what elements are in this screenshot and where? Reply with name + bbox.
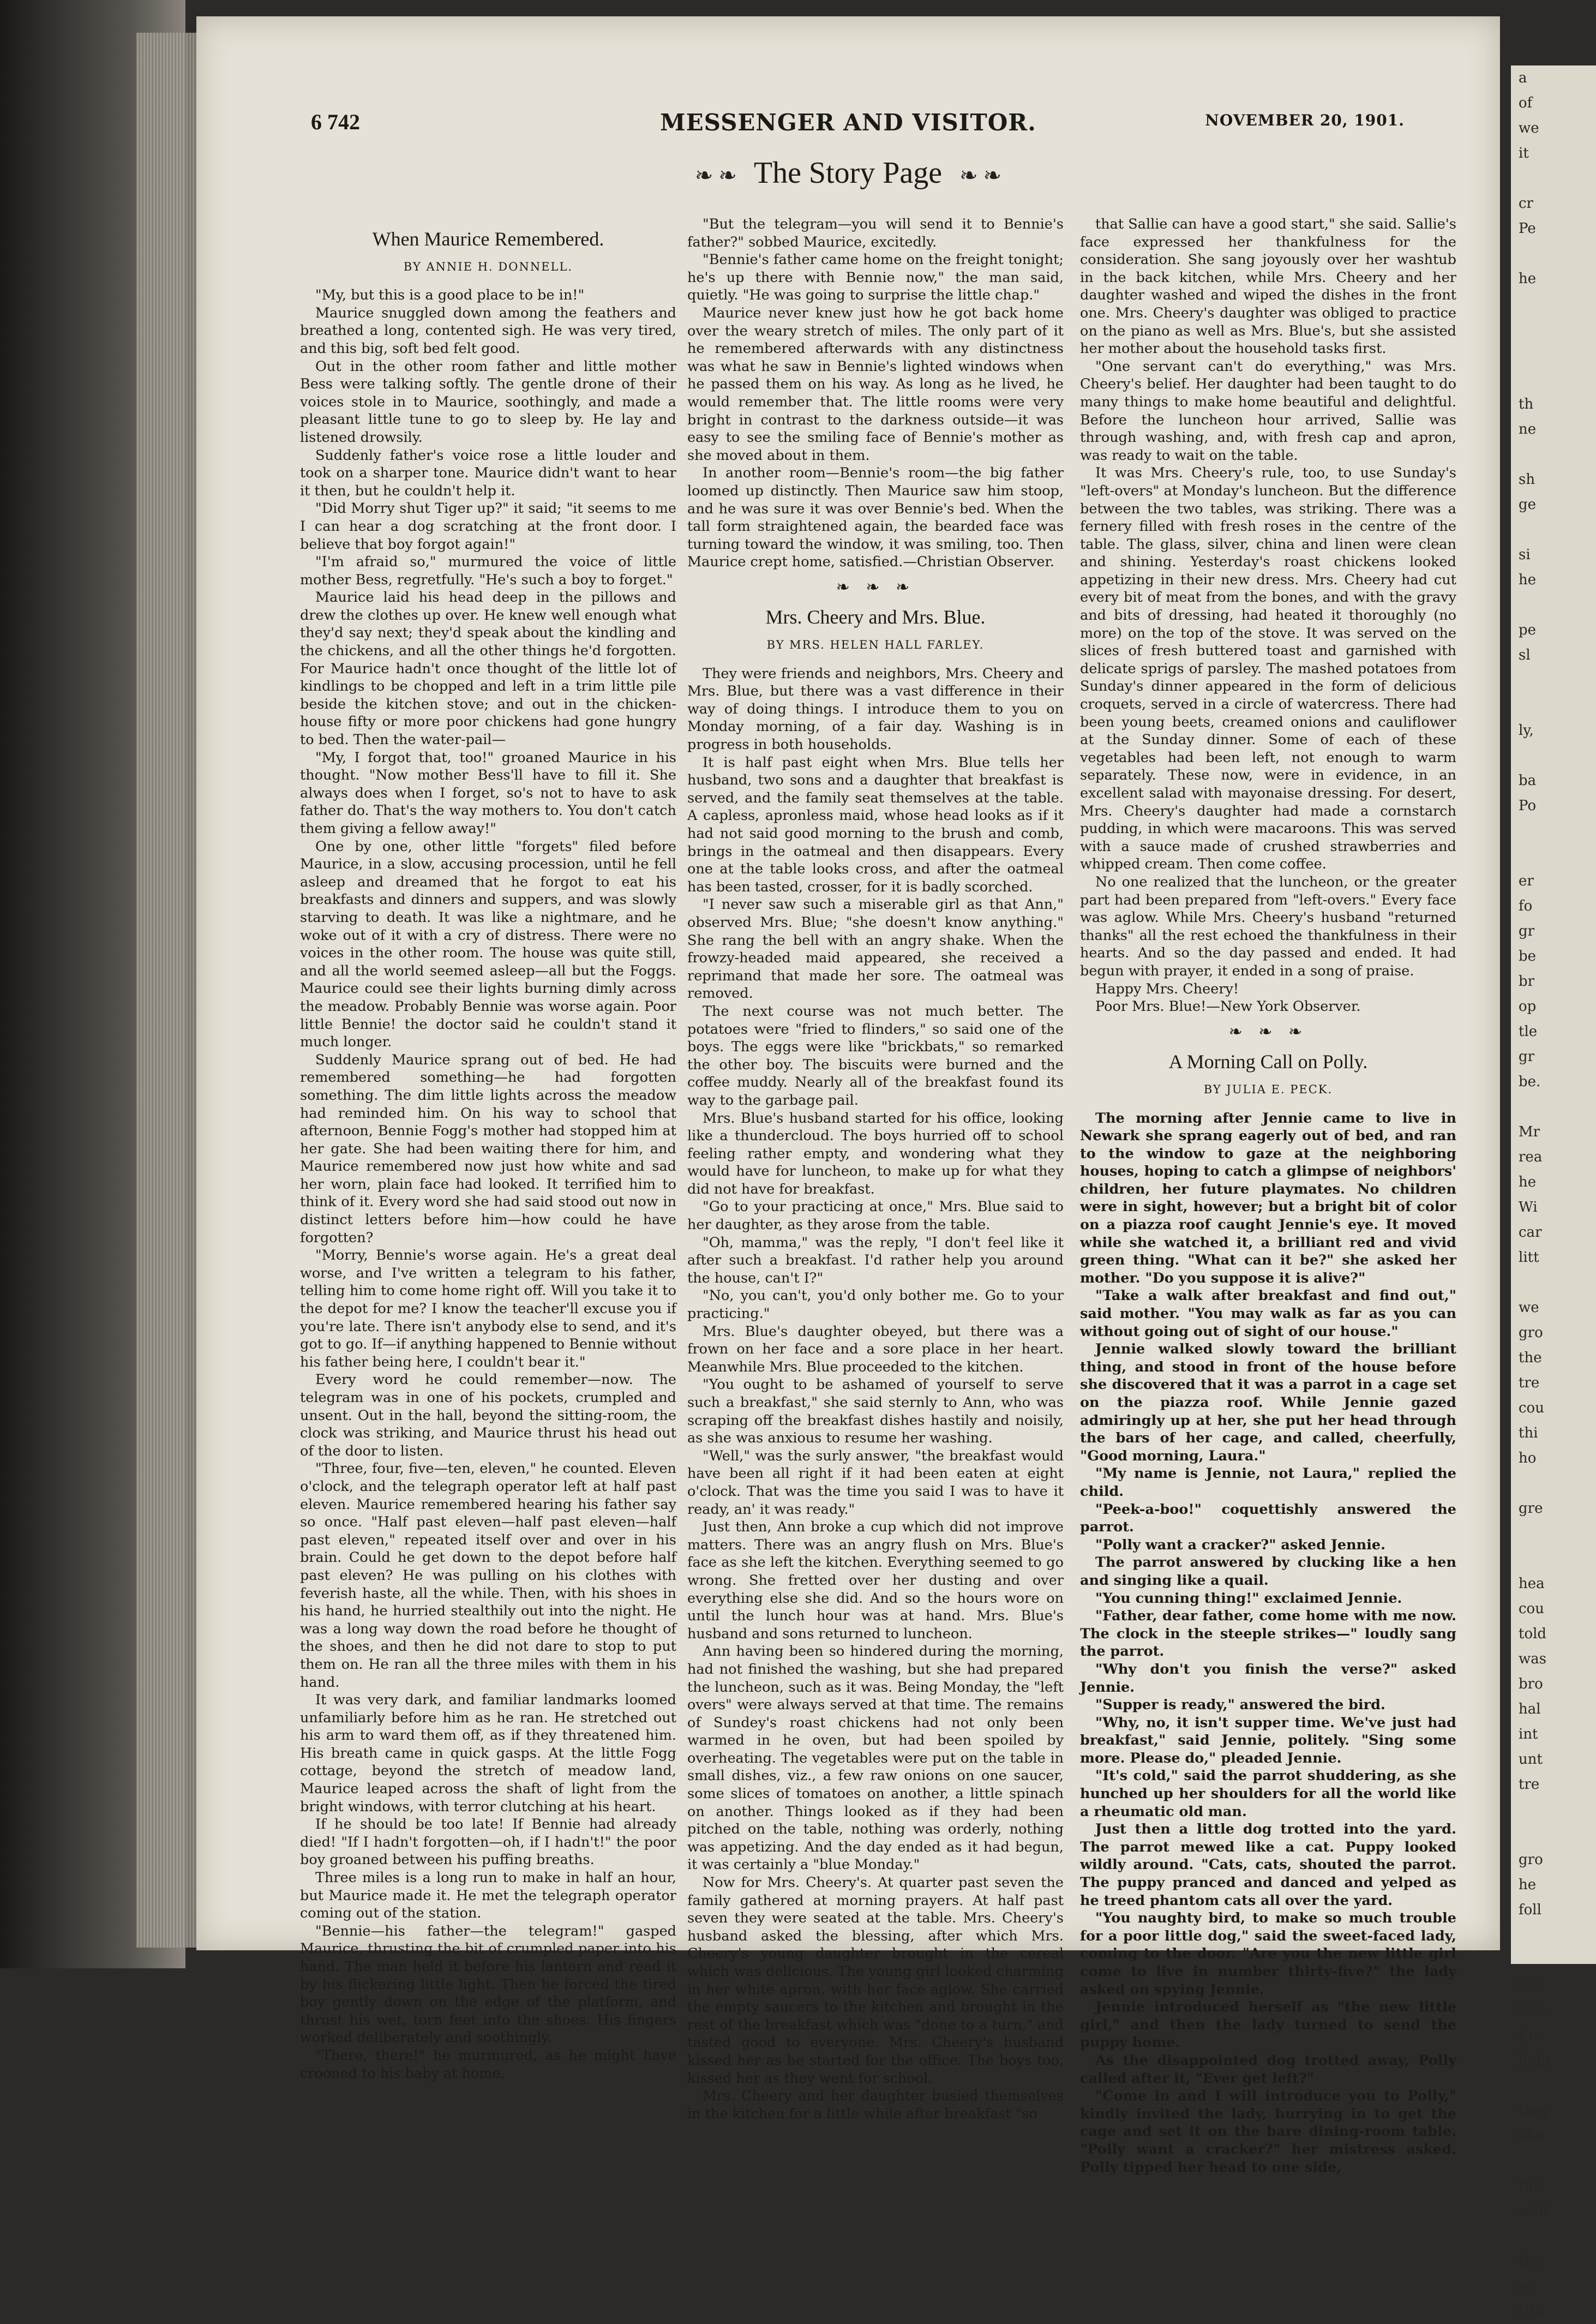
paragraph: The morning after Jennie came to live in Newark she sprang eagerly out of bed, and ran to the window to gaze at the neighboring houses, hoping to catch a glimpse of neighbors' children, her future playmates. No children were in sight, however; but a bright bit of color on a piazza roof caught Jennie's eye. It moved while she watched it, a brilliant red and vivid green thing. "What can it be?" she asked her mother. "Do you suppose it is alive?" xyxy=(1080,1110,1456,1286)
facing-page-text: be xyxy=(1519,948,1537,965)
paragraph: "But the telegram—you will send it to Bennie's father?" sobbed Maurice, excitedly. xyxy=(687,216,1064,250)
facing-page-text: sl xyxy=(1519,647,1531,663)
facing-page-text: ne xyxy=(1519,421,1537,438)
facing-page-text xyxy=(1511,1471,1596,1496)
ornament-right-icon: ❧ ❧ xyxy=(959,163,1002,188)
story-title: A Morning Call on Polly. xyxy=(1168,1051,1368,1073)
paragraph: "Bennie's father came home on the freight tonight; he's up there with Bennie now," the man said, quietly. "He was going to surprise the little chap." xyxy=(687,251,1064,304)
paragraph: Just then, Ann broke a cup which did not improve matters. There was an angry flush on Mrs. Blue's face as she left the kitchen. Everything seemed to go wrong. She fretted over her dusting and over everything else she did. And so the hours wore on until the lunch hour was at hand. Mrs. Blue's husband and sons returned to luncheon. xyxy=(687,1519,1064,1642)
facing-page-text: thi xyxy=(1519,1425,1538,1441)
facing-page-text: gro xyxy=(1519,1852,1543,1868)
paragraph: They were friends and neighbors, Mrs. Cheery and Mrs. Blue, but there was a vast difference in their way of doing things. I introduce them to you on Monday morning, of a fair day. Washing is in progress in both households. xyxy=(687,665,1064,753)
paragraph: The next course was not much better. The potatoes were "fried to flinders," so said one of the boys. The eggs were like "brickbats," so remarked the other boy. The biscuits were burned and the coffee muddy. Nearly all of the breakfast found its way to the garbage pail. xyxy=(687,1003,1064,1109)
facing-page-text: tre xyxy=(1519,1776,1540,1793)
paragraph: If he should be too late! If Bennie had already died! "If I hadn't forgotten—oh, if I hadn't!" the poor boy groaned between his puffing breaths. xyxy=(300,1816,676,1868)
facing-page-text xyxy=(1511,1094,1596,1119)
paragraph: "Take a walk after breakfast and find out," said mother. "You may walk as far as you can without going out of sight of our house." xyxy=(1080,1287,1456,1340)
facing-page-text xyxy=(1511,818,1596,843)
facing-page-text: he xyxy=(1519,572,1537,588)
paragraph: Poor Mrs. Blue!—New York Observer. xyxy=(1095,998,1361,1015)
facing-page-text: gre xyxy=(1519,1500,1543,1517)
facing-page-text xyxy=(1511,743,1596,768)
facing-page-text: gro xyxy=(1519,1325,1543,1341)
facing-page-text: cou xyxy=(1519,1601,1544,1617)
paragraph: Now for Mrs. Cheery's. At quarter past seven the family gathered at morning prayers. At half past seven they were seated at the table. Mrs. Cheery's husband asked the blessing, after which Mrs. Cheery's young daughter brought in the cereal which was delicious. The young girl looked charming in her white apron, with her face aglow. She carried the empty saucers to the kitchen and brought in the rest of the breakfast which was "done to a turn," and tasted good to everyone. Mrs. Cheery's husband kissed her as he started for the office. The boys too, kissed her as they went for school. xyxy=(687,1874,1064,2087)
paragraph: Maurice never knew just how he got back home over the weary stretch of miles. The only part of it he remembered afterwards with any distinctness was what he saw in Bennie's lighted windows when he passed them on his way. As long as he lived, he would remember that. The little rooms were very bright in contrast to the darkness outside—it was easy to see the smiling face of Bennie's mother as she moved about in them. xyxy=(687,304,1064,464)
ornament-left-icon: ❧ ❧ xyxy=(694,163,737,188)
facing-page-text xyxy=(1511,592,1596,618)
facing-page-text: ly, xyxy=(1519,722,1534,739)
page-edges xyxy=(136,33,196,1948)
facing-page-text: Wi xyxy=(1519,1199,1538,1215)
facing-page-text: wan xyxy=(1519,2203,1549,2219)
facing-page-text: we xyxy=(1519,120,1539,136)
facing-page-text xyxy=(1511,668,1596,693)
story-byline: BY MRS. HELEN HALL FARLEY. xyxy=(766,638,985,652)
paragraph: "It's cold," said the parrot shuddering, as she hunched up her shoulders for all the world like a rheumatic old man. xyxy=(1080,1768,1456,1820)
paragraph: Mrs. Blue's husband started for his office, looking like a thundercloud. The boys hurried off to school feeling rather empty, and wondering what they would have for luncheon, to make up for what they did not have for breakfast. xyxy=(687,1110,1064,1197)
facing-page-text: sp xyxy=(1519,2278,1535,2295)
facing-page-text: pe xyxy=(1519,622,1537,638)
paragraph: It was very dark, and familiar landmarks loomed unfamiliarly before him as he ran. He stretched out his arm to ward them off, as if they threatened him. His breath came in quick gasps. At the little Fogg cottage, beyond the stretch of meadow land, Maurice leaped across the shaft of light from the bright windows, with terror clutching at his heart. xyxy=(300,1692,676,1815)
facing-page-text: cr xyxy=(1519,195,1533,212)
column-3 xyxy=(1080,215,1456,2176)
story-body xyxy=(1080,1110,1456,2177)
facing-page-text xyxy=(1511,2073,1596,2098)
paragraph: Suddenly father's voice rose a little louder and took on a sharper tone. Maurice didn't want to hear it then, but he couldn't help it. xyxy=(300,447,676,499)
paragraph: "I'm afraid so," murmured the voice of little mother Bess, regretfully. "He's such a boy to forget." xyxy=(300,554,676,588)
facing-page-text: op xyxy=(1519,998,1537,1015)
facing-page-text: of xyxy=(1519,95,1533,111)
facing-page-text: help xyxy=(1519,2052,1550,2069)
story-body xyxy=(300,286,676,2082)
paragraph: "You naughty bird, to make so much trouble for a poor little dog," said the sweet-faced lady, coming to the door. "Are you the new little girl come to live in number thirty-five?" the lady asked on spying Jennie. xyxy=(1080,1910,1456,1998)
facing-page-text: t n xyxy=(1519,2027,1538,2044)
facing-page-text: tre xyxy=(1519,1375,1540,1391)
paragraph: No one realized that the luncheon, or the greater part had been prepared from "left-overs." Every face was aglow. While Mrs. Cheery's husband "returned thanks" all the rest echoed the thankfulness in their hearts. And so the day passed and ended. It had begun with prayer, it ended in a song of praise. xyxy=(1080,873,1456,979)
facing-page-text xyxy=(1511,1948,1596,1973)
facing-page-text: the xyxy=(1519,1350,1542,1366)
facing-page-text xyxy=(1511,1822,1596,1847)
paragraph: Jennie introduced herself as "the new little girl," and then the lady turned to send the puppy home. xyxy=(1080,1999,1456,2051)
facing-page-text: th xyxy=(1519,396,1534,412)
facing-page-text: Po xyxy=(1519,798,1537,814)
story-byline: BY JULIA E. PECK. xyxy=(1203,1082,1333,1096)
paragraph: Suddenly Maurice sprang out of bed. He had remembered something—he had forgotten something. The dim little lights across the meadow had reminded him. On his way to school that afternoon, Bennie Fogg's mother had stopped him at her gate. She had been waiting there for him, and Maurice remembered now just how white and sad her worn, plain face had looked. It terrified him to think of it. Every word she had said stood out now in distinct letters before him—how could he have forgotten? xyxy=(300,1051,676,1246)
paragraph: Jennie walked slowly toward the brilliant thing, and stood in front of the house before she discovered that it was a parrot in a cage set on the piazza roof. While Jennie gazed admiringly up at her, she put her head through the bars of her cage, and called, cheerfully, "Good morning, Laura." xyxy=(1080,1341,1456,1464)
facing-page-text: alo xyxy=(1519,1977,1540,1993)
paragraph: "My name is Jennie, not Laura," replied the child. xyxy=(1080,1465,1456,1500)
facing-page-text xyxy=(1511,1546,1596,1571)
paragraph: The parrot answered by clucking like a hen and singing like a quail. xyxy=(1080,1554,1456,1589)
paragraph: "Father, dear father, come home with me now. The clock in the steeple strikes—" loudly sang the parrot. xyxy=(1080,1608,1456,1660)
facing-page-text: cou xyxy=(1519,1400,1544,1416)
facing-page-text: told xyxy=(1519,1626,1547,1642)
paragraph: One by one, other little "forgets" filed before Maurice, in a slow, accusing procession, until he fell asleep and dreamed that he forgot to eat his breakfasts and dinners and suppers, and was slowly starving to death. It was like a nightmare, and he woke out of it with a cry of distress. There were no voices in the other room. The house was quite still, and all the world seemed asleep—all but the Foggs. Maurice could see their lights burning dimly across the meadow. Probably Bennie was worse again. Poor little Bennie! the doctor said he couldn't stand it much longer. xyxy=(300,838,676,1051)
paragraph: "Well," was the surly answer, "the breakfast would have been all right if it had been eaten at eight o'clock. That was the time you said I was to have it ready, an' it was ready." xyxy=(687,1447,1064,1518)
paragraph: In another room—Bennie's room—the big father loomed up distinctly. Then Maurice saw him stoop, and he was sure it was over Bennie's bed. When the tall form straightened again, the bearded face was turning toward the window, it was smiling, too. Then Maurice crept home, satisfied.—Christian Observer. xyxy=(687,465,1064,571)
paragraph: "One servant can't do everything," was Mrs. Cheery's belief. Her daughter had been taught to do many things to make home beautiful and delightful. Before the luncheon hour arrived, Sallie was through washing, and, with fresh cap and apron, was ready to wait on the table. xyxy=(1080,358,1456,464)
paragraph: "Why don't you finish the verse?" asked Jennie. xyxy=(1080,1661,1456,1696)
facing-page-text: fo xyxy=(1519,898,1533,914)
section-title-text: The Story Page xyxy=(753,156,943,190)
paragraph: "Come in and I will introduce you to Polly," kindly invited the lady, hurrying in to get the cage and set it on the bare dining-room table. "Polly want a cracker?" her mistress asked. Polly tipped her head to one side, xyxy=(1080,2088,1456,2176)
facing-page-text: a xyxy=(1519,70,1527,86)
column-1 xyxy=(300,218,676,2082)
column-2 xyxy=(687,215,1064,2122)
facing-page-text: it xyxy=(1519,145,1529,161)
facing-page-text: si xyxy=(1519,547,1531,563)
facing-page-text: he xyxy=(1519,1174,1537,1190)
paragraph: "Bennie—his father—the telegram!" gasped Maurice, thrusting the bit of crumpled paper into his hand. The man held it before his lantern and read it by his flickering little light. Then he forced the tired boy gently down on the edge of the platform, and thrust his wet, torn feet into the shoes. His fingers worked deliberately and soothingly. xyxy=(300,1922,676,2046)
facing-page-text: br xyxy=(1519,973,1535,990)
paragraph: Three miles is a long run to make in half an hour, but Maurice made it. He met the telegraph operator coming out of the station. xyxy=(300,1870,676,1922)
facing-page-text: er xyxy=(1519,873,1534,889)
story-body xyxy=(687,665,1064,2123)
paragraph: Every word he could remember—now. The telegram was in one of his pockets, crumpled and unsent. Out in the hall, beyond the sitting-room, the clock was striking, and Maurice thrust his head out of the door to listen. xyxy=(300,1371,676,1459)
facing-page-text xyxy=(1511,1922,1596,1948)
paragraph: Out in the other room father and little mother Bess were talking softly. The gentle drone of their voices stole in to Maurice, soothingly, and made a pleasant little tune to go to sleep by. He lay and listened drowsily. xyxy=(300,358,676,446)
story-byline: BY ANNIE H. DONNELL. xyxy=(403,260,573,273)
facing-page-text xyxy=(1511,693,1596,718)
paragraph: "Oh, mamma," was the reply, "I don't feel like it after such a breakfast. I'd rather help you around the house, can't I?" xyxy=(687,1234,1064,1286)
story-title: When Maurice Remembered. xyxy=(372,228,604,250)
paragraph: "Did Morry shut Tiger up?" it said; "it seems to me I can hear a dog scratching at the front door. I believe that boy forgot again!" xyxy=(300,500,676,553)
facing-page-text: thi xyxy=(1519,2178,1538,2194)
paragraph: Maurice snuggled down among the feathers and breathed a long, contented sigh. He was very tired, and this big, soft bed felt good. xyxy=(300,304,676,357)
facing-page-text: gr xyxy=(1519,1049,1535,1065)
paragraph: "My, I forgot that, too!" groaned Maurice in his thought. "Now mother Bess'll have to fill it. She always does when I forget, so's not to have to ask father do. That's the way mothers to. You don't catch them giving a fellow away!" xyxy=(300,749,676,837)
story-continuation xyxy=(687,215,1064,571)
facing-page-fragment xyxy=(1511,65,1596,2320)
facing-page-text: Chi xyxy=(1519,2303,1543,2320)
facing-page-text: and xyxy=(1519,2002,1545,2018)
facing-page-text: sh xyxy=(1519,471,1535,488)
paragraph: "There, there!" he murmured, as he might have crooned to his baby at home. xyxy=(300,2047,676,2082)
facing-page-text: we xyxy=(1519,1299,1539,1316)
facing-page-text: was xyxy=(1519,1651,1547,1667)
facing-page-text: hea xyxy=(1519,1576,1545,1592)
facing-page-text: unt xyxy=(1519,1751,1543,1768)
paragraph: "My, but this is a good place to be in!" xyxy=(315,287,585,304)
separator-icon: ❧ ❧ ❧ xyxy=(1228,1022,1308,1041)
facing-page-text xyxy=(1511,316,1596,342)
facing-page-text: he xyxy=(1519,271,1537,287)
facing-page-text: int xyxy=(1519,1726,1538,1742)
facing-page-text xyxy=(1511,1797,1596,1822)
paragraph: "Supper is ready," answered the bird. xyxy=(1095,1697,1385,1714)
facing-page-text xyxy=(1511,342,1596,367)
facing-page-text: sha xyxy=(1519,2128,1544,2144)
facing-page-text xyxy=(1511,2224,1596,2249)
facing-page-text: hal xyxy=(1519,1701,1541,1717)
section-title xyxy=(196,155,1500,190)
paragraph: "Three, four, five—ten, eleven," he counted. Eleven o'clock, and the telegraph operator left at half past eleven. Maurice remembered hearing his father say so once. "Half past eleven—half past eleven—half past eleven," repeated itself over and over in his brain. Could he get down to the depot before half past eleven? He was pulling on his clothes with feverish haste, all the while. Then, with his shoes in his hand, he hurried stealthily out into the night. He was a long way down the road before he thought of the shoes, and then he did not dare to stop to put them on. He ran all the three miles with them in his hand. xyxy=(300,1460,676,1691)
facing-page-text: they xyxy=(1519,2103,1550,2119)
facing-page-text xyxy=(1511,1521,1596,1546)
paragraph: Just then a little dog trotted into the yard. The parrot mewed like a cat. Puppy looked wildly around. "Cats, cats, shouted the parrot. The puppy pranced and danced and yelped as he treed phantom cats all over the yard. xyxy=(1080,1821,1456,1909)
facing-page-text: car xyxy=(1519,1224,1542,1241)
separator-icon: ❧ ❧ ❧ xyxy=(836,577,915,597)
newspaper-page xyxy=(196,16,1500,2176)
facing-page-text: foll xyxy=(1519,1902,1541,1918)
facing-page-text: litt xyxy=(1519,1249,1539,1266)
paragraph: "Morry, Bennie's worse again. He's a great deal worse, and I've written a telegram to his father, telling him to come home right off. Will you take it to the depot for me? I know the teacher'll excuse you if you're late. There isn't anybody else to send, and it's got to go. If—if anything happened to Bennie without his father being here, I couldn't bear it." xyxy=(300,1247,676,1370)
paragraph: Maurice laid his head deep in the pillows and drew the clothes up over. He knew well enough what they'd say next; they'd speak about the kindling and the chickens, and all the other things he'd forgotten. For Maurice hadn't once thought of the little lot of kindlings to be chopped and left in a trim little pile beside the kitchen stove; and out in the chicken-house fifty or more poor chickens had gone hungry to bed. Then the water-pail— xyxy=(300,589,676,748)
paragraph: "Go to your practicing at once," Mrs. Blue said to her daughter, as they arose from the table. xyxy=(687,1199,1064,1233)
paragraph: "Peek-a-boo!" coquettishly answered the parrot. xyxy=(1080,1501,1456,1536)
paragraph: "Polly want a cracker?" asked Jennie. xyxy=(1095,1536,1386,1553)
paragraph: Happy Mrs. Cheery! xyxy=(1095,980,1239,997)
facing-page-text xyxy=(1511,517,1596,542)
story-continuation xyxy=(1080,215,1456,1016)
paragraph: "Why, no, it isn't supper time. We've just had breakfast," said Jennie, politely. "Sing some more. Please do," pleaded Jennie. xyxy=(1080,1714,1456,1766)
paragraph: "You cunning thing!" exclaimed Jennie. xyxy=(1095,1590,1402,1607)
facing-page-text xyxy=(1511,166,1596,191)
issue-date: NOVEMBER 20, 1901. xyxy=(1205,111,1405,129)
paragraph: Mrs. Cheery and her daughter busied themselves in the kitchen for a little while after breakfast "so xyxy=(687,2088,1064,2122)
paragraph: As the disappointed dog trotted away, Polly called after it, "Ever get left?" xyxy=(1080,2052,1456,2087)
facing-page-text: ho xyxy=(1519,1450,1537,1466)
facing-page-text: gr xyxy=(1519,923,1535,939)
paragraph: It was Mrs. Cheery's rule, too, to use Sunday's "left-overs" at Monday's luncheon. But the difference between the two tables, was striking. There was a fernery filled with fresh roses in the centre of the table. The glass, silver, china and linen were clean and shining. Yesterday's roast chickens looked appetizing in their new dress. Mrs. Cheery had cut every bit of meat from the bones, and with the gravy and bits of dressing, had heated it thoroughly (no more) on the top of the stove. It was served on the slices of fresh buttered toast and garnished with delicate sprigs of parsley. The mashed potatoes from Sunday's dinner appeared in the form of delicious croquets, served in a circle of watercress. There had been young beets, creamed onions and cauliflower at the Sunday dinner. Some of each of these vegetables had been left, not enough to warm separately. These now, were in evidence, in an excellent salad with mayonaise dressing. For desert, Mrs. Cheery's daughter had made a cornstarch pudding, in which were macaroons. This was served with a sauce made of crushed strawberries and whipped cream. Then come coffee. xyxy=(1080,465,1456,873)
masthead: MESSENGER AND VISITOR. xyxy=(660,109,1036,136)
paragraph: "I never saw such a miserable girl as that Ann," observed Mrs. Blue; "she doesn't know anything." She rang the bell with an angry shake. When the frowzy-headed maid appeared, she received a reprimand that made her sore. The oatmeal was removed. xyxy=(687,896,1064,1002)
paragraph: "You ought to be ashamed of yourself to serve such a breakfast," she said sternly to Ann, who was scraping off the breakfast dishes hastily and noisily, as she was anxious to resume her washing. xyxy=(687,1376,1064,1447)
facing-page-text: rea xyxy=(1519,1149,1543,1165)
facing-page-text: bro xyxy=(1519,1676,1543,1692)
facing-page-text: Pe xyxy=(1519,220,1536,237)
facing-page-text xyxy=(1511,367,1596,392)
facing-page-text xyxy=(1511,241,1596,266)
facing-page-text: the xyxy=(1519,2253,1542,2269)
paragraph: Ann having been so hindered during the morning, had not finished the washing, but she had prepared the luncheon, such as it was. Being Monday, the "left overs" were always served at that time. The remains of Sundey's roast chickens had not only been warmed in he oven, but had been spoiled by overheating. The vegetables were put on the table in small dishes, viz., a few raw onions on one saucer, some slices of tomatoes on another, a little spinach on another. Things looked as if they had been pitched on the table, nothing was orderly, nothing was appetizing. And the day ended as it had begun, it was certainly a "blue Monday." xyxy=(687,1643,1064,1873)
paragraph: "No, you can't, you'd only bother me. Go to your practicing." xyxy=(687,1287,1064,1322)
story-title: Mrs. Cheery and Mrs. Blue. xyxy=(765,606,986,628)
facing-page-text: ba xyxy=(1519,772,1537,789)
facing-page-text xyxy=(1511,1270,1596,1295)
facing-page-text xyxy=(1511,843,1596,868)
facing-page-text: he xyxy=(1519,1877,1537,1893)
paragraph: that Sallie can have a good start," she said. Sallie's face expressed her thankfulness for the consideration. She sang joyously over her washtub in the back kitchen, while Mrs. Cheery and her daughter washed and wiped the dishes in the front one. Mrs. Cheery's daughter was obliged to practice on the piano as well as Mrs. Blue's, but she assisted her mother about the household tasks first. xyxy=(1080,216,1456,357)
facing-page-text xyxy=(1511,291,1596,316)
page-header xyxy=(196,109,1500,153)
facing-page-text: ge xyxy=(1519,496,1537,513)
facing-page-text: Mr xyxy=(1519,1124,1540,1140)
facing-page-text: be. xyxy=(1519,1074,1541,1090)
facing-page-text xyxy=(1511,2148,1596,2173)
facing-page-text xyxy=(1511,442,1596,467)
paragraph: Mrs. Blue's daughter obeyed, but there was a frown on her face and a sore place in her heart. Meanwhile Mrs. Blue proceeded to the kitchen. xyxy=(687,1323,1064,1375)
paragraph: It is half past eight when Mrs. Blue tells her husband, two sons and a daughter that breakfast is served, and the family seat themselves at the table. A capless, apronless maid, whose head looks as if it had not said good morning to the brush and comb, brings in the oatmeal and then disappears. Every one at the table looks cross, and after the oatmeal has been tasted, crosser, for it is badly scorched. xyxy=(687,754,1064,895)
facing-page-text: tle xyxy=(1519,1023,1538,1040)
page-number: 6 742 xyxy=(311,110,360,134)
